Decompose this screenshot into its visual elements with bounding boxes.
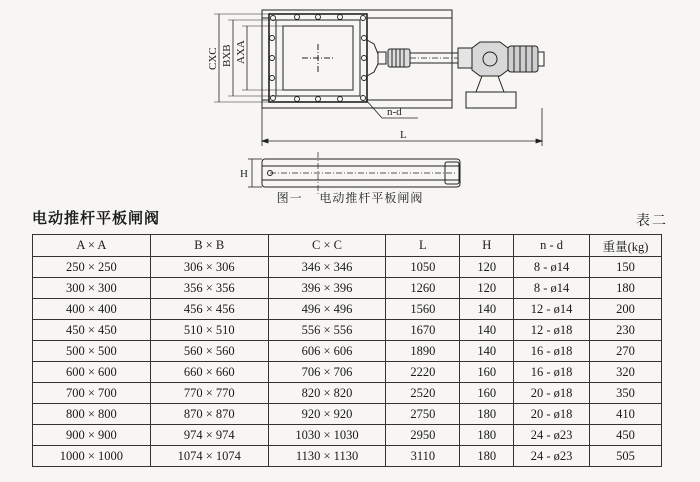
cell: 2520 [386, 383, 460, 404]
table-title: 电动推杆平板闸阀 [32, 209, 161, 227]
cell: 24 - ø23 [514, 446, 590, 467]
cell: 456 × 456 [150, 299, 268, 320]
cell: 556 × 556 [268, 320, 386, 341]
cell: 2950 [386, 425, 460, 446]
cell: 300 × 300 [33, 278, 151, 299]
cell: 600 × 600 [33, 362, 151, 383]
cell: 2220 [386, 362, 460, 383]
cell: 16 - ø18 [514, 362, 590, 383]
figure-number: 图一 [276, 191, 303, 205]
cell: 870 × 870 [150, 404, 268, 425]
cell: 16 - ø18 [514, 341, 590, 362]
cell: 1560 [386, 299, 460, 320]
cell: 1670 [386, 320, 460, 341]
table-row [33, 362, 662, 383]
col-header: A × A [33, 235, 151, 257]
cell: 270 [590, 341, 662, 362]
cell: 510 × 510 [150, 320, 268, 341]
cell: 1050 [386, 257, 460, 278]
cell: 920 × 920 [268, 404, 386, 425]
coupling [378, 52, 386, 64]
cell: 180 [590, 278, 662, 299]
table-row [33, 278, 662, 299]
cell: 820 × 820 [268, 383, 386, 404]
cell: 3110 [386, 446, 460, 467]
cell: 560 × 560 [150, 341, 268, 362]
cell: 770 × 770 [150, 383, 268, 404]
table-header-row [33, 235, 662, 257]
cell: 900 × 900 [33, 425, 151, 446]
cell: 12 - ø14 [514, 299, 590, 320]
table-row [33, 446, 662, 467]
col-header: H [460, 235, 514, 257]
label-bxb: BXB [221, 44, 233, 67]
cell: 1130 × 1130 [268, 446, 386, 467]
col-header: n - d [514, 235, 590, 257]
cell: 496 × 496 [268, 299, 386, 320]
table-number: 表二 [636, 213, 668, 229]
cell: 140 [460, 299, 514, 320]
cell: 800 × 800 [33, 404, 151, 425]
cell: 24 - ø23 [514, 425, 590, 446]
cell: 180 [460, 446, 514, 467]
cell: 450 × 450 [33, 320, 151, 341]
col-header: 重量(kg) [590, 235, 662, 257]
cell: 160 [460, 383, 514, 404]
gate-bracket [367, 40, 378, 76]
cell: 306 × 306 [150, 257, 268, 278]
cell: 450 [590, 425, 662, 446]
cell: 200 [590, 299, 662, 320]
table-row [33, 299, 662, 320]
cell: 505 [590, 446, 662, 467]
cell: 400 × 400 [33, 299, 151, 320]
label-axa: AXA [235, 40, 247, 64]
label-cxc: CXC [207, 47, 219, 70]
cell: 180 [460, 404, 514, 425]
cell: 346 × 346 [268, 257, 386, 278]
cell: 700 × 700 [33, 383, 151, 404]
cell: 8 - ø14 [514, 278, 590, 299]
label-l: L [400, 129, 407, 141]
valve-drawing [0, 0, 700, 205]
cell: 140 [460, 320, 514, 341]
cell: 8 - ø14 [514, 257, 590, 278]
cell: 20 - ø18 [514, 383, 590, 404]
cell: 320 [590, 362, 662, 383]
cell: 606 × 606 [268, 341, 386, 362]
cell: 140 [460, 341, 514, 362]
cell: 1030 × 1030 [268, 425, 386, 446]
cell: 396 × 396 [268, 278, 386, 299]
cell: 180 [460, 425, 514, 446]
col-header: B × B [150, 235, 268, 257]
figure-caption [0, 189, 700, 206]
cell: 150 [590, 257, 662, 278]
table-row [33, 341, 662, 362]
figure-title: 电动推杆平板闸阀 [319, 191, 424, 205]
col-header: L [386, 235, 460, 257]
cell: 500 × 500 [33, 341, 151, 362]
cell: 1074 × 1074 [150, 446, 268, 467]
cell: 250 × 250 [33, 257, 151, 278]
side-view [262, 152, 460, 194]
table-row [33, 425, 662, 446]
col-header: C × C [268, 235, 386, 257]
actuator [388, 42, 544, 108]
cell: 20 - ø18 [514, 404, 590, 425]
cell: 1890 [386, 341, 460, 362]
cell: 350 [590, 383, 662, 404]
cell: 356 × 356 [150, 278, 268, 299]
cell: 120 [460, 278, 514, 299]
label-h: H [240, 168, 248, 180]
table-row [33, 404, 662, 425]
cell: 1000 × 1000 [33, 446, 151, 467]
cell: 230 [590, 320, 662, 341]
cell: 410 [590, 404, 662, 425]
dim-height [248, 159, 262, 187]
cell: 2750 [386, 404, 460, 425]
table-row [33, 383, 662, 404]
cell: 706 × 706 [268, 362, 386, 383]
table-row [33, 320, 662, 341]
cell: 974 × 974 [150, 425, 268, 446]
cell: 660 × 660 [150, 362, 268, 383]
label-nd: n-d [387, 106, 402, 118]
cell: 1260 [386, 278, 460, 299]
table-row [33, 257, 662, 278]
spec-table [32, 234, 662, 467]
cell: 160 [460, 362, 514, 383]
cell: 12 - ø18 [514, 320, 590, 341]
cell: 120 [460, 257, 514, 278]
